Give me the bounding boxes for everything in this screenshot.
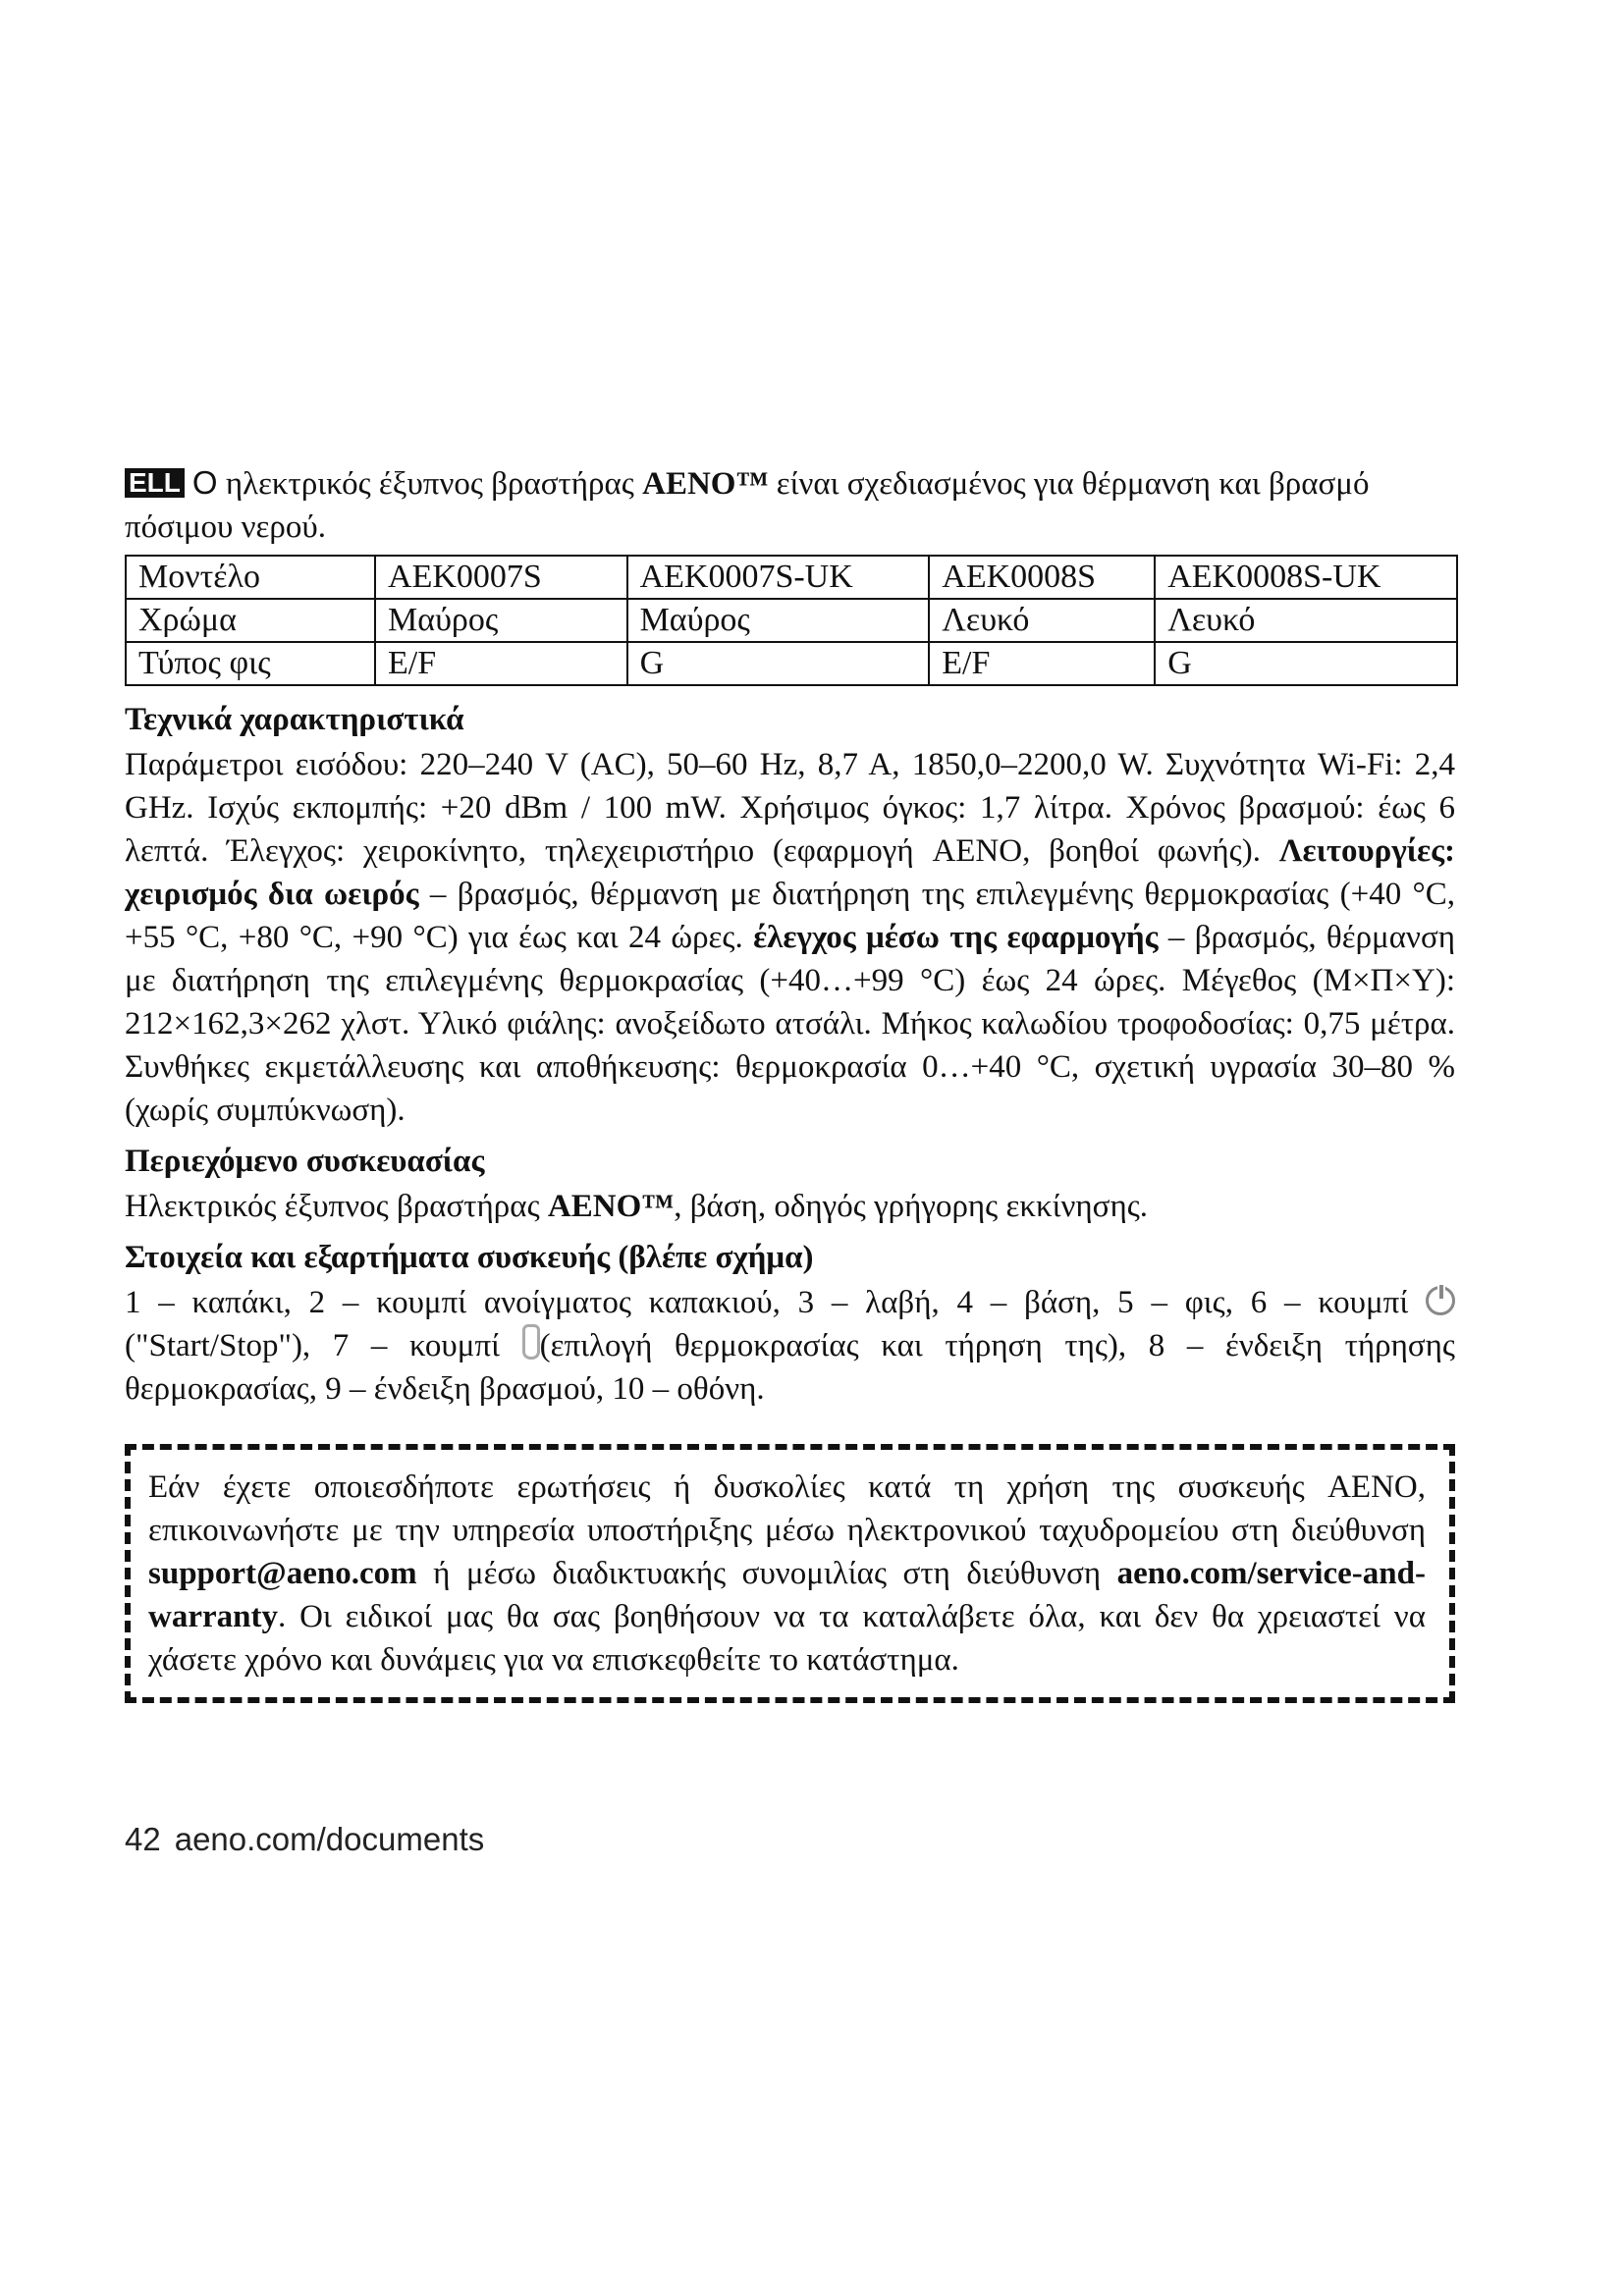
notice-text-1: Εάν έχετε οποιεσδήποτε ερωτήσεις ή δυσκολίες κατά τη χρήση της συσκευής AENO, επικοινωνήστε με την υπηρεσία υποστήριξης μέσω ηλεκτρονικού ταχυδρομείου στη διεύθυνση	[148, 1469, 1426, 1548]
table-cell: Λευκό	[929, 599, 1155, 642]
package-paragraph	[125, 1185, 1455, 1228]
table-cell: AEK0008S-UK	[1155, 556, 1457, 599]
tech-text-2: – βρασμός, θέρμανση με διατήρηση της επιλεγμένης θερμοκρασίας (+40 °C, +55 °C, +80 °C, +90 °C) για έως και 24 ώρες.	[125, 877, 1456, 955]
parts-text-1: 1 – καπάκι, 2 – κουμπί ανοίγματος καπακιού, 3 – λαβή, 4 – βάση, 5 – φις, 6 – κουμπί	[125, 1285, 1426, 1320]
notice-text-2: ή μέσω διαδικτυακής συνομιλίας στη διεύθυνση	[416, 1556, 1117, 1591]
package-text-b: , βάση, οδηγός γρήγορης εκκίνησης.	[674, 1189, 1149, 1224]
table-cell: E/F	[375, 642, 627, 685]
table-cell: G	[627, 642, 930, 685]
tech-heading: Τεχνικά χαρακτηριστικά	[125, 702, 464, 737]
intro-text-a: ηλεκτρικός έξυπνος βραστήρας	[217, 466, 643, 502]
table-cell: Μοντέλο	[126, 556, 375, 599]
table-row	[126, 556, 1457, 599]
tech-text-3: – βρασμός, θέρμανση με διατήρηση της επιλεγμένης θερμοκρασίας (+40…+99 °C) έως 24 ώρες. Μέγεθος (Μ×Π×Υ): 212×162,3×262 χλστ. Υλικό φιάλης: ανοξείδωτο ατσάλι. Μήκος καλωδίου τροφοδοσίας: 0,75 μέτρα. Συνθήκες εκμετάλλευσης και αποθήκευσης: θερμοκρασία 0…+40 °C, σχετική υγρασία 30–80 % (χωρίς συμπύκνωση).	[125, 920, 1455, 1128]
parts-text-3: (επιλογή θερμοκρασίας και τήρηση της), 8 – ένδειξη τήρησης θερμοκρασίας, 9 – ένδειξη βρασμού, 10 – οθόνη.	[125, 1328, 1455, 1407]
table-cell: Λευκό	[1155, 599, 1457, 642]
page-footer	[125, 1821, 484, 1858]
tech-text-1: Παράμετροι εισόδου: 220–240 V (AC), 50–60 Hz, 8,7 A, 1850,0–2200,0 W. Συχνότητα Wi-Fi: 2,4 GHz. Ισχύς εκπομπής: +20 dBm / 100 mW. Χρήσιμος όγκος: 1,7 λίτρα. Χρόνος βρασμού: έως 6 λεπτά. Έλεγχος: χειροκίνητο, τηλεχειριστήριο (εφαρμογή AENO, βοηθοί φωνής).	[125, 747, 1455, 869]
thermometer-icon	[522, 1324, 540, 1360]
power-icon	[1426, 1286, 1455, 1315]
page-number: 42	[125, 1821, 161, 1857]
parts-text-2: ("Start/Stop"), 7 – κουμπί	[125, 1328, 522, 1363]
language-badge: ELL	[125, 468, 185, 498]
table-cell: Χρώμα	[126, 599, 375, 642]
page-content	[125, 461, 1455, 1703]
parts-heading: Στοιχεία και εξαρτήματα συσκευής (βλέπε σχήμα)	[125, 1240, 814, 1275]
table-cell: AEK0008S	[929, 556, 1155, 599]
spec-table	[125, 555, 1458, 686]
package-brand: AENO™	[547, 1189, 675, 1224]
table-cell: Τύπος φις	[126, 642, 375, 685]
footer-url: aeno.com/documents	[174, 1821, 485, 1857]
table-cell: G	[1155, 642, 1457, 685]
table-cell: Μαύρος	[627, 599, 930, 642]
table-cell: E/F	[929, 642, 1155, 685]
support-notice-box	[125, 1444, 1455, 1703]
support-url: aeno.com/service-and-warranty	[148, 1556, 1426, 1634]
notice-text-3: . Οι ειδικοί μας θα σας βοηθήσουν να τα καταλάβετε όλα, και δεν θα χρειαστεί να χάσετε χρόνο και δυνάμεις για να επισκεφθείτε το κατάστημα.	[148, 1599, 1426, 1678]
parts-paragraph	[125, 1281, 1455, 1411]
intro-paragraph	[125, 461, 1455, 549]
intro-first-letter: О	[191, 464, 218, 501]
package-text-a: Ηλεκτρικός έξυπνος βραστήρας	[125, 1189, 548, 1224]
table-cell: AEK0007S-UK	[627, 556, 930, 599]
support-email: support@aeno.com	[148, 1556, 417, 1591]
table-cell: Μαύρος	[375, 599, 627, 642]
package-heading: Περιεχόμενο συσκευασίας	[125, 1144, 485, 1179]
table-row	[126, 642, 1457, 685]
table-row	[126, 599, 1457, 642]
tech-paragraph	[125, 743, 1455, 1132]
tech-bold-2: έλεγχος μέσω της εφαρμογής	[753, 920, 1159, 955]
table-cell: AEK0007S	[375, 556, 627, 599]
intro-brand: AENO™	[642, 466, 769, 502]
tech-bold-1: Λειτουργίες: χειρισμός δια ωειρός	[125, 833, 1455, 912]
intro-text-b: είναι σχεδιασμένος για θέρμανση και βρασμό πόσιμου νερού.	[125, 466, 1370, 545]
